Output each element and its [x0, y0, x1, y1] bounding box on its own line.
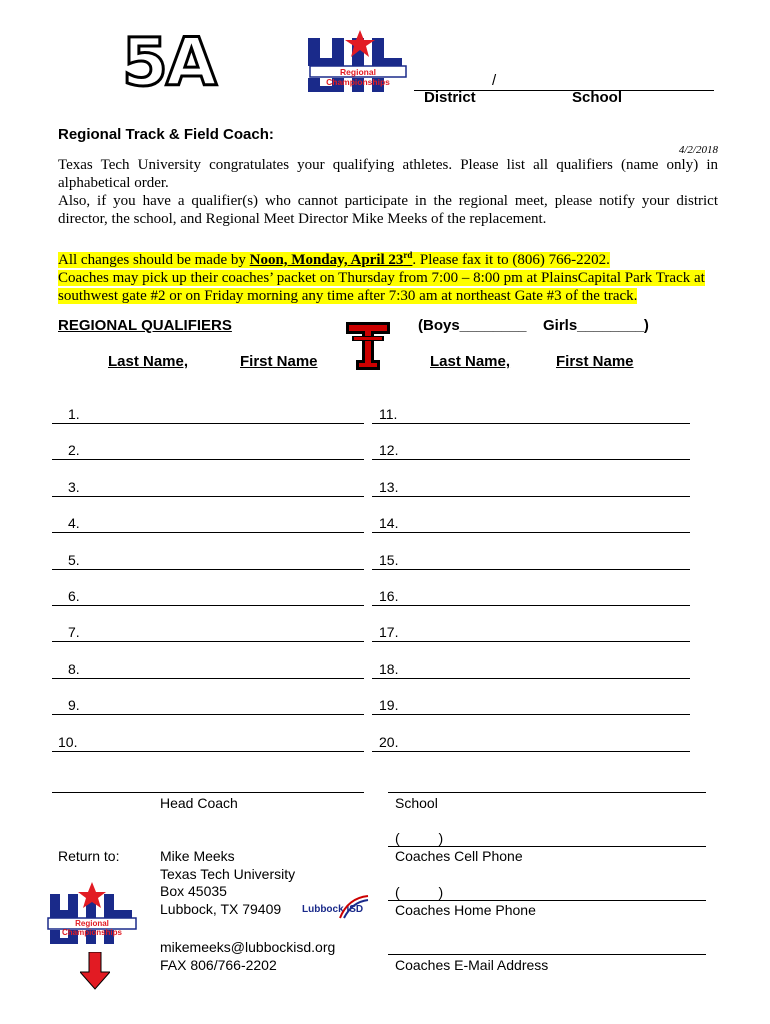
- intro-paragraph-2: Also, if you have a qualifier(s) who cannot participate in the regional meet, please notify your district director, the school, and Regional Meet Director Mike Meeks of the replacement.: [58, 193, 718, 227]
- name-line-right[interactable]: [372, 714, 690, 715]
- return-box: Box 45035: [160, 883, 227, 899]
- date: 4/2/2018: [678, 144, 718, 156]
- return-fax: FAX 806/766-2202: [160, 956, 277, 973]
- notice-post: . Please fax it to (806) 766-2202.: [412, 252, 610, 268]
- row-number-right: 20.: [379, 734, 399, 750]
- intro-paragraph-1: Texas Tech University congratulates your qualifying athletes. Please list all qualifiers (name only) in alphabetical order.: [58, 157, 718, 191]
- home-area-code: ( ): [395, 884, 444, 900]
- uil-logo-text: Regional Championships: [326, 67, 390, 87]
- row-number-left: 9.: [68, 697, 80, 713]
- row-number-left: 8.: [68, 661, 80, 677]
- name-line-right[interactable]: [372, 569, 690, 570]
- notice-pre: All changes should be made by: [58, 252, 250, 268]
- head-coach-line[interactable]: [52, 792, 364, 793]
- girls-label: Girls________): [543, 317, 649, 334]
- home-phone-label: Coaches Home Phone: [395, 902, 536, 918]
- classification-logo: 5A: [122, 24, 216, 101]
- row-number-left: 3.: [68, 479, 80, 495]
- separator-slash: /: [492, 72, 497, 89]
- row-number-left: 4.: [68, 515, 80, 531]
- name-line-left[interactable]: [52, 605, 364, 606]
- row-number-left: 10.: [58, 734, 78, 750]
- cell-phone-label: Coaches Cell Phone: [395, 848, 523, 864]
- name-line-left[interactable]: [52, 751, 364, 752]
- return-org: Texas Tech University: [160, 865, 296, 882]
- district-label: District: [424, 89, 476, 106]
- name-line-right[interactable]: [372, 532, 690, 533]
- notice: [58, 246, 705, 305]
- home-phone-line[interactable]: [388, 900, 706, 901]
- col-first-name-right: First Name: [556, 353, 634, 370]
- notice-line-2: Coaches may pick up their coaches’ packet on Thursday from 7:00 – 8:00 pm at PlainsCapital Park Track at: [58, 270, 705, 286]
- cell-phone-line[interactable]: [388, 846, 706, 847]
- cell-area-code: ( ): [395, 830, 444, 846]
- col-last-name-left: Last Name,: [108, 353, 189, 370]
- name-line-left[interactable]: [52, 678, 364, 679]
- row-number-right: 11.: [379, 406, 398, 422]
- deadline: Noon, Monday, April 23rd: [249, 250, 413, 268]
- name-line-right[interactable]: [372, 678, 690, 679]
- arrow-down-icon: [80, 952, 110, 990]
- salutation: Regional Track & Field Coach:: [58, 126, 274, 143]
- row-number-right: 19.: [379, 697, 399, 713]
- email-label: Coaches E-Mail Address: [395, 957, 549, 973]
- row-number-right: 16.: [379, 588, 399, 604]
- name-line-right[interactable]: [372, 459, 690, 460]
- row-number-right: 13.: [379, 479, 399, 495]
- name-line-left[interactable]: [52, 459, 364, 460]
- name-line-left[interactable]: [52, 532, 364, 533]
- row-number-left: 2.: [68, 442, 80, 458]
- return-contact: [160, 939, 335, 974]
- return-address: [160, 848, 295, 918]
- name-line-right[interactable]: [372, 423, 690, 424]
- school-sign-label: School: [395, 795, 438, 811]
- return-name: Mike Meeks: [160, 848, 235, 864]
- col-first-name-left: First Name: [240, 353, 318, 370]
- row-number-right: 17.: [379, 624, 399, 640]
- boys-label: (Boys________: [418, 317, 527, 334]
- name-line-left[interactable]: [52, 714, 364, 715]
- email-line[interactable]: [388, 954, 706, 955]
- uil-logo-bottom-text: Regional Championships: [61, 919, 122, 937]
- row-number-right: 18.: [379, 661, 399, 677]
- name-line-right[interactable]: [372, 605, 690, 606]
- return-city: Lubbock, TX 79409: [160, 900, 282, 917]
- name-line-left[interactable]: [52, 569, 364, 570]
- school-sign-line[interactable]: [388, 792, 706, 793]
- name-line-right[interactable]: [372, 496, 690, 497]
- notice-line-3: southwest gate #2 or on Friday morning any time after 7:30 am at northeast Gate #3 of the track.: [58, 288, 638, 304]
- head-coach-label: Head Coach: [160, 795, 238, 811]
- row-number-left: 5.: [68, 552, 80, 568]
- row-number-right: 15.: [379, 552, 399, 568]
- row-number-right: 14.: [379, 515, 399, 531]
- qualifiers-heading: REGIONAL QUALIFIERS: [58, 317, 232, 334]
- double-t-logo: [346, 322, 390, 370]
- name-line-left[interactable]: [52, 641, 364, 642]
- row-number-left: 1.: [68, 406, 80, 422]
- col-last-name-right: Last Name,: [430, 353, 511, 370]
- lubbock-isd-logo: Lubbock ISD: [298, 898, 374, 922]
- name-line-right[interactable]: [372, 641, 690, 642]
- name-line-left[interactable]: [52, 496, 364, 497]
- row-number-left: 6.: [68, 588, 80, 604]
- name-line-left[interactable]: [52, 423, 364, 424]
- name-line-right[interactable]: [372, 751, 690, 752]
- return-label: Return to:: [58, 848, 120, 864]
- return-email[interactable]: mikemeeks@lubbockisd.org: [160, 939, 336, 955]
- row-number-left: 7.: [68, 624, 80, 640]
- row-number-right: 12.: [379, 442, 399, 458]
- school-label: School: [572, 89, 623, 106]
